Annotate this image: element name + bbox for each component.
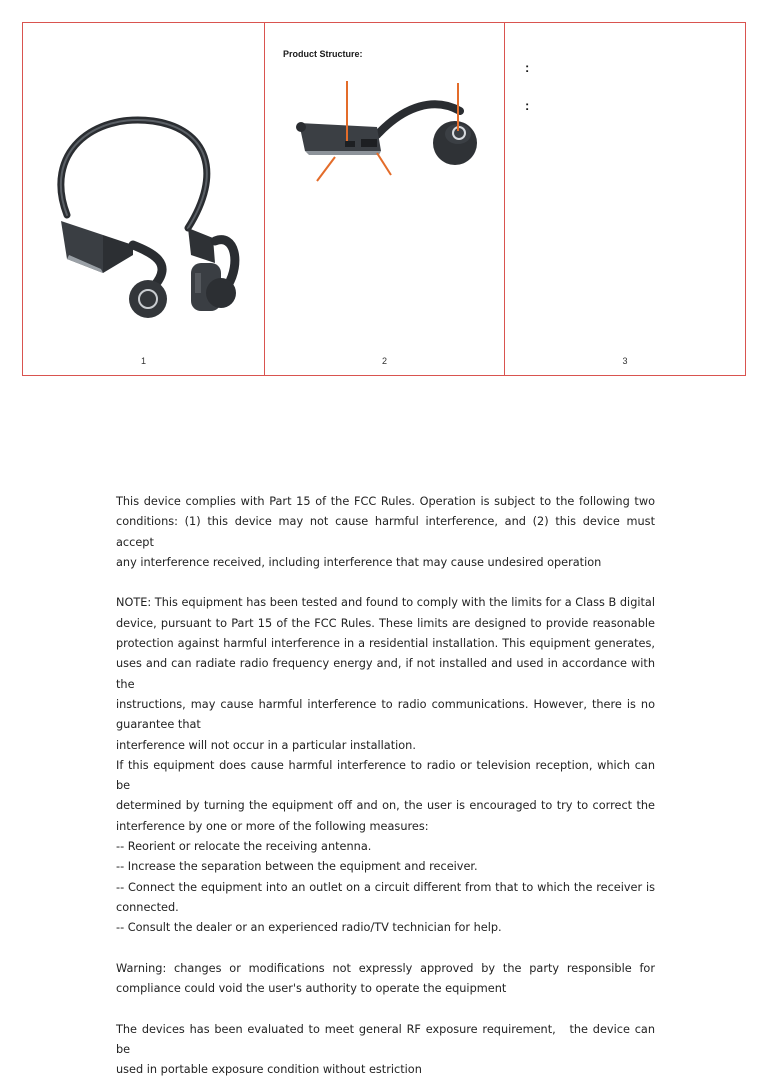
text-line: This device complies with Part 15 of the FCC Rules. Operation is subject to the following two (116, 495, 655, 508)
text-line: NOTE: This equipment has been tested and found to comply with the limits for a Class B digital (116, 596, 655, 610)
text-line: The devices has been evaluated to meet general RF exposure requirement, the device can be (116, 1022, 655, 1057)
text-line: If this equipment does cause harmful interference to radio or television reception, which can be (116, 758, 655, 793)
text-line: -- Increase the separation between the equipment and receiver. (116, 860, 478, 874)
manual-page-2 (264, 23, 504, 375)
fcc-statement (116, 492, 655, 1081)
headphone-structure-illustration (265, 23, 505, 223)
text-line: used in portable exposure condition without estriction (116, 1063, 422, 1077)
headphone-illustration (23, 23, 264, 377)
text-line: guarantee that (116, 718, 201, 732)
manual-page-1 (23, 23, 264, 375)
text-line: compliance could void the user's authority to operate the equipment (116, 982, 507, 996)
text-line: -- Connect the equipment into an outlet on a circuit different from that to which the receiver is (116, 880, 655, 894)
text-line: -- Consult the dealer or an experienced radio/TV technician for help. (116, 921, 502, 935)
page-number: 1 (140, 356, 146, 366)
text-line: device, pursuant to Part 15 of the FCC Rules. These limits are designed to provide reasonable (116, 616, 655, 630)
manual-pages (22, 22, 746, 376)
text-line: protection against harmful interference in a residential installation. This equipment generates, (116, 637, 655, 651)
text-line: interference will not occur in a particular installation. (116, 738, 416, 752)
text-line: connected. (116, 900, 179, 914)
text-line: Warning: changes or modifications not expressly approved by the party responsible for (116, 961, 655, 975)
list-marker: : (525, 98, 530, 113)
text-line: -- Reorient or relocate the receiving antenna. (116, 840, 372, 854)
manual-page-3 (504, 23, 745, 375)
text-line: conditions: (1) this device may not cause harmful interference, and (2) this device must accept (116, 515, 655, 549)
list-marker: : (525, 60, 530, 75)
product-structure-title: Product Structure: (283, 49, 363, 59)
page-number: 3 (622, 356, 628, 366)
text-line: interference by one or more of the following measures: (116, 819, 429, 833)
text-line: any interference received, including interference that may cause undesired operation (116, 555, 602, 569)
text-line: determined by turning the equipment off and on, the user is encouraged to try to correct the (116, 799, 655, 813)
text-line: uses and can radiate radio frequency energy and, if not installed and used in accordance with the (116, 657, 655, 691)
page-number: 2 (381, 356, 387, 366)
text-line: instructions, may cause harmful interference to radio communications. However, there is no (116, 697, 655, 711)
